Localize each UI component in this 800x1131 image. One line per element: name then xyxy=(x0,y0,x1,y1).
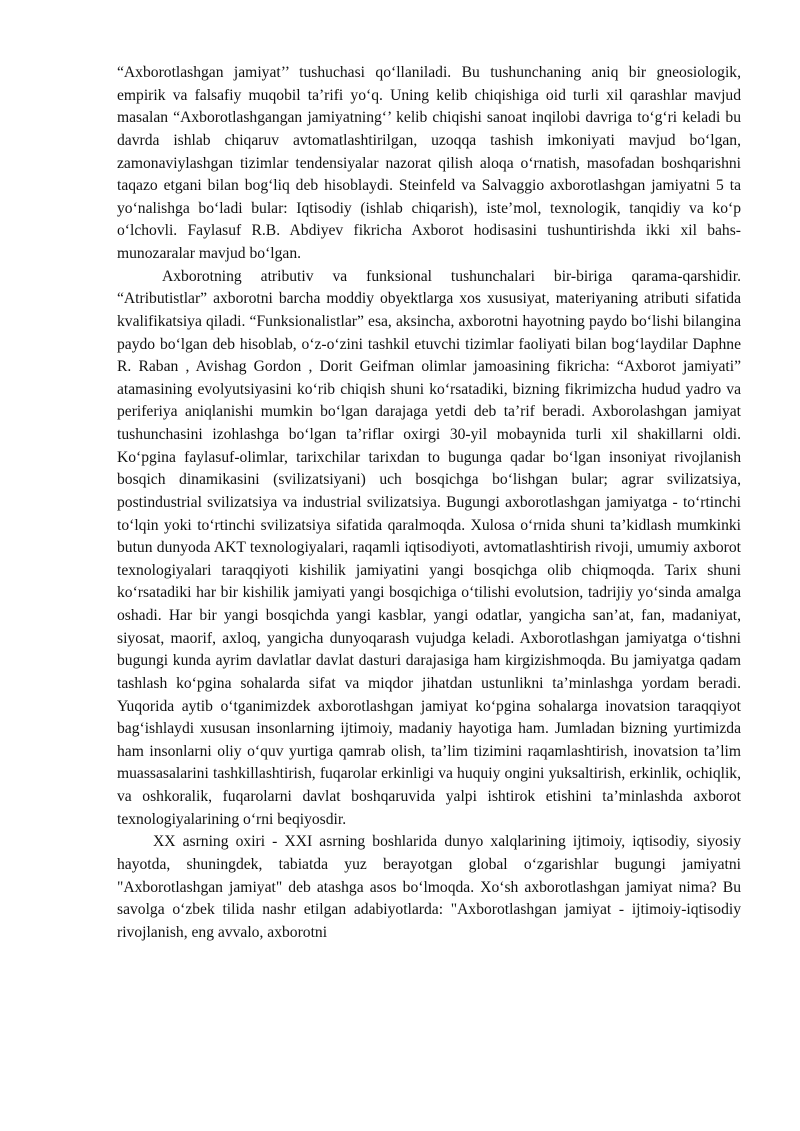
paragraph-3: XX asrning oxiri - XXI asrning boshlarida dunyo xalqlarining ijtimoiy, iqtisodiy, siyosiy hayotda, shuningdek, tabiatda yuz berayotgan global o‘zgarishlar bugungi jamiyatni "Axborotlashgan jamiyat" deb atashga asos bo‘lmoqda. Xo‘sh axborotlashgan jamiyat nima? Bu savolga o‘zbek tilida nashr etilgan adabiyotlarda: "Axborotlashgan jamiyat - ijtimoiy-iqtisodiy rivojlanish, eng avvalo, axborotni xyxy=(117,833,741,941)
paragraph-2: Axborotning atributiv va funksional tushunchalari bir-biriga qarama-qarshidir. “Atributistlar” axborotni barcha moddiy obyektlarga xos xususiyat, materiyaning atributi sifatida kvalifikatsiya qiladi. “Funksionalistlar” esa, aksincha, axborotni hayotning paydo bo‘lishi bilangina paydo bo‘lgan deb hisoblab, o‘z-o‘zini tashkil etuvchi tizimlar faoliyati bilan bog‘laydilar Daphne R. Raban , Avishag Gordon , Dorit Geifman olimlar jamoasining fikricha: “Axborot jamiyati” atamasining evolyutsiyasini ko‘rib chiqish shuni ko‘rsatadiki, bizning fikrimizcha hudud yadro va periferiya aniqlanishi mumkin bo‘lgan darajaga yetdi deb ta’rif beradi. Axborolashgan jamiyat tushunchasini izohlashga bo‘lgan ta’riflar oxirgi 30-yil mobaynida turli xil shakillarni oldi. Ko‘pgina faylasuf-olimlar, tarixchilar tarixdan to bugunga qadar bo‘lgan insoniyat rivojlanish bosqich dinamikasini (svilizatsiyani) uch bosqichga bo‘lishgan bular; agrar svilizatsiya, postindustrial svilizatsiya va industrial svilizatsiya. Bugungi axborotlashgan jamiyatga - to‘rtinchi to‘lqin yoki to‘rtinchi svilizatsiya sifatida qaralmoqda. Xulosa o‘rnida shuni ta’kidlash mumkinki butun dunyoda AKT texnologiyalari, raqamli iqtisodiyoti, avtomatlashtirish rivoji, umumiy axborot texnologiyalari taraqqiyoti kishilik jamiyatini yangi bosqichga olib chiqmoqda. Tarix shuni ko‘rsatadiki har bir kishilik jamiyati yangi bosqichiga o‘tilishi evolutsion, tadrijiy yo‘sinda amalga oshadi. Har bir yangi bosqichda yangi kasblar, yangi odatlar, yangicha san’at, fan, madaniyat, siyosat, maorif, axloq, yangicha dunyoqarash vujudga keladi. Axborotlashgan jamiyatga o‘tishni bugungi kunda ayrim davlatlar davlat dasturi darajasiga ham kirgizishmoqda. Bu jamiyatga qadam tashlash ko‘pgina sohalarda sifat va miqdor jihatdan ustunlikni ta’minlashga yordam beradi. Yuqorida aytib o‘tganimizdek axborotlashgan jamiyat ko‘pgina sohalarga inovatsion taraqqiyot bag‘ishlaydi xususan insonlarning ijtimoiy, madaniy hayotiga ham. Jumladan bizning yurtimizda ham insonlarni oliy o‘quv yurtiga qamrab olish, ta’lim tizimini raqamlashtirish, inovatsion ta’lim muassasalarini tashkillashtirish, fuqarolar erkinligi va huquiy ongini yuksaltirish, erkinlik, ochiqlik, va oshkoralik, fuqarolarni davlat boshqaruvida yalpi ishtirok etishini ta’minlashda axborot texnologiyalarining o‘rni beqiyosdir. xyxy=(117,267,741,828)
body-text xyxy=(117,62,741,944)
paragraph-1: “Axborotlashgan jamiyat’’ tushuchasi qo‘llaniladi. Bu tushunchaning aniq bir gneosiologik, empirik va falsafiy muqobil ta’rifi yo‘q. Uning kelib chiqishiga oid turli xil qarashlar mavjud masalan “Axborotlashgangan jamiyatning‘’ kelib chiqishi sanoat inqilobi davriga to‘g‘ri keladi bu davrda ishlab chiqaruv avtomatlashtirilgan, uzoqqa tashish imkoniyati mavjud bo‘lgan, zamonaviylashgan tizimlar tendensiyalar nazorat qilish aloqa o‘rnatish, masofadan boshqarishni taqazo etgani bilan bog‘liq deb hisoblaydi. Steinfeld va Salvaggio axborotlashgan jamiyatni 5 ta yo‘nalishga bo‘ladi bular: Iqtisodiy (ishlab chiqarish), iste’mol, texnologik, tanqidiy va ko‘p o‘lchovli. Faylasuf R.B. Abdiyev fikricha Axborot hodisasini tushuntirishda ikki xil bahs-munozaralar mavjud bo‘lgan. xyxy=(117,64,741,262)
